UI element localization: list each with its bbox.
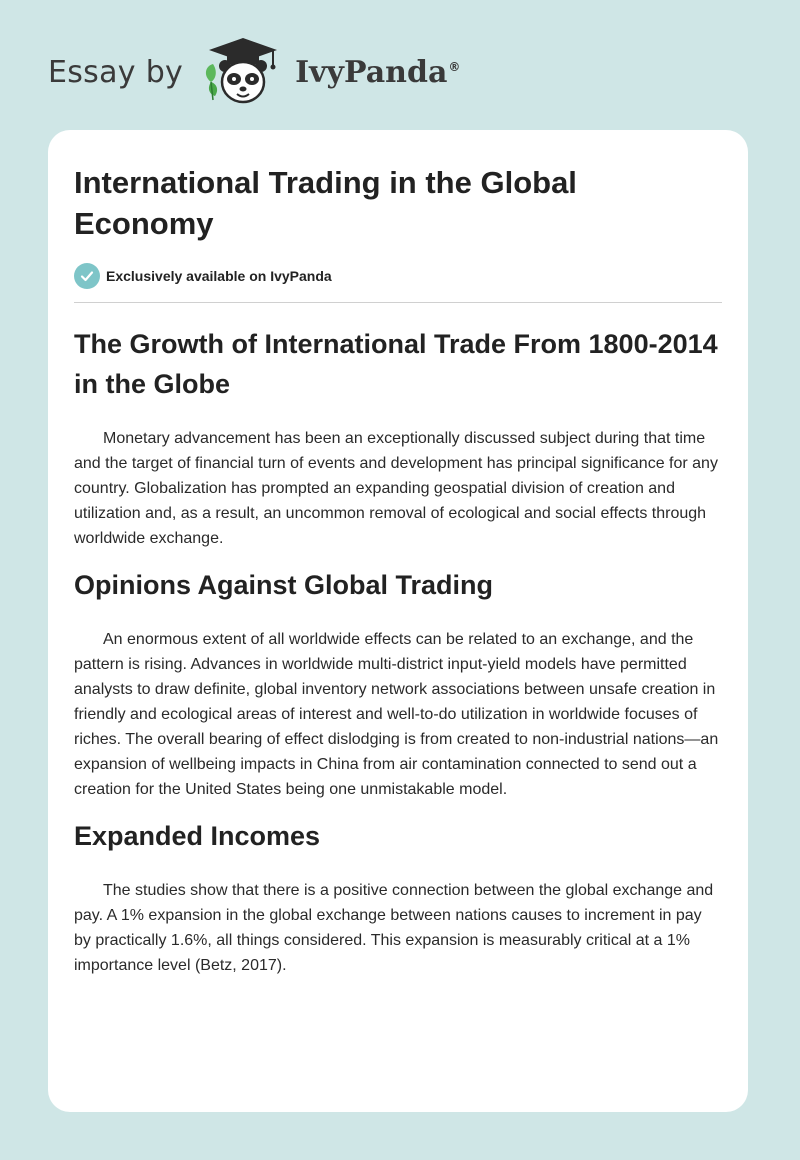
- section-heading: Expanded Incomes: [74, 821, 321, 851]
- divider: [74, 302, 722, 303]
- section-heading: The Growth of International Trade From 1800-2014 in the Globe: [74, 329, 718, 399]
- brand-prefix: Essay by: [48, 54, 184, 90]
- section-paragraph: Monetary advancement has been an exceptionally discussed subject during that time and the target of financial turn of events and development has principal significance for any country. Globalization has prompted an expanding geospatial division of creation and utilization and, as a result, an uncommon removal of ecological and social effects through worldwide exchange.: [74, 430, 718, 547]
- section-paragraph: An enormous extent of all worldwide effects can be related to an exchange, and the pattern is rising. Advances in worldwide multi-district input-yield models have permitted analysts to draw definite, global inventory network associations between unsafe creation in friendly and ecological areas of interest and well-to-do utilization in worldwide focuses of riches. The overall bearing of effect dislodging is from created to non-industrial nations—an expansion of wellbeing impacts in China from air contamination connected to send out a creation for the United States being one unmistakable model.: [74, 631, 719, 798]
- essay-section: [74, 565, 722, 802]
- essay-title: International Trading in the Global Economy: [74, 165, 577, 241]
- essay-section: [74, 816, 722, 978]
- check-icon: [74, 263, 100, 289]
- section-paragraph: The studies show that there is a positive connection between the global exchange and pay. A 1% expansion in the global exchange between nations causes to increment in pay by practically 1.6%, all things considered. This expansion is measurably critical at a 1% importance level (Betz, 2017).: [74, 882, 714, 974]
- exclusive-badge: [74, 262, 722, 290]
- essay-card: [48, 130, 748, 1112]
- section-heading: Opinions Against Global Trading: [74, 570, 494, 600]
- site-brand[interactable]: [48, 36, 460, 108]
- essay-section: [74, 324, 722, 551]
- registered-mark: ®: [448, 59, 461, 74]
- panda-graduate-icon: [197, 36, 289, 108]
- essay-content: [74, 162, 722, 978]
- exclusive-label: Exclusively available on IvyPanda: [106, 268, 332, 284]
- brand-name: IvyPanda®: [295, 54, 461, 90]
